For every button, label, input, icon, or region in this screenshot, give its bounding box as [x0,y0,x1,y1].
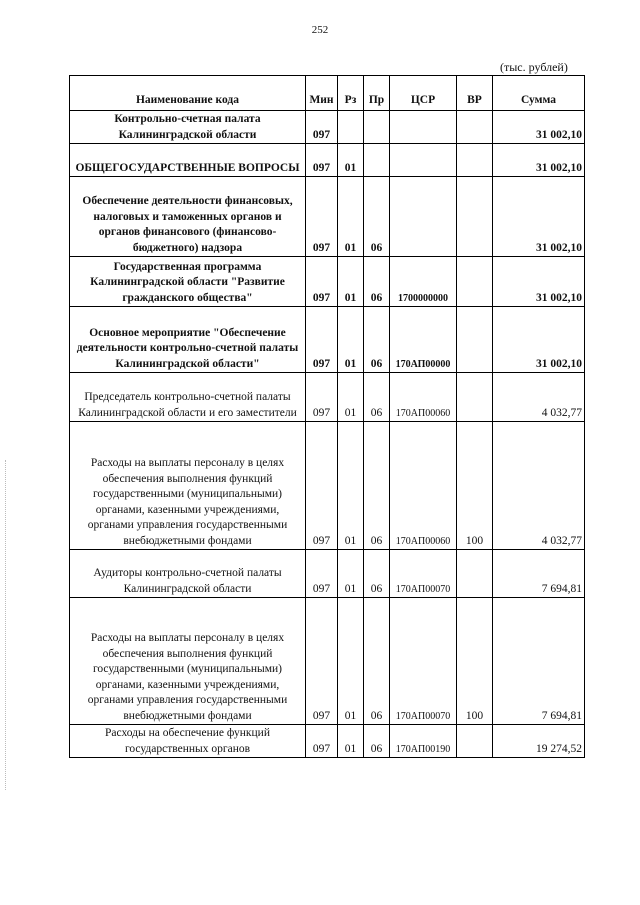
row-pr: 06 [364,598,390,725]
row-vr [457,144,493,177]
header-sum: Сумма [493,76,585,111]
row-pr: 06 [364,550,390,598]
row-csr [390,111,457,144]
table-row [70,550,585,598]
table-row [70,257,585,307]
row-pr: 06 [364,422,390,550]
row-rz: 01 [338,422,364,550]
row-csr: 170АП00060 [390,422,457,550]
header-csr: ЦСР [390,76,457,111]
row-pr [364,144,390,177]
row-min: 097 [306,373,338,422]
row-sum: 31 002,10 [493,177,585,257]
table-row [70,307,585,373]
row-vr [457,373,493,422]
row-min: 097 [306,111,338,144]
row-name: ОБЩЕГОСУДАРСТВЕННЫЕ ВОПРОСЫ [70,144,306,177]
row-vr [457,307,493,373]
table-row [70,598,585,725]
table-header-row [70,76,585,111]
header-min: Мин [306,76,338,111]
row-min: 097 [306,550,338,598]
page-number: 252 [311,24,329,36]
row-name: Обеспечение деятельности финансовых, налоговых и таможенных органов и органов финансового (финансово-бюджетного) надзора [70,177,306,257]
row-name: Расходы на обеспечение функций государственных органов [70,725,306,758]
header-rz: Рз [338,76,364,111]
table-row [70,144,585,177]
header-vr: ВР [457,76,493,111]
row-name: Председатель контрольно-счетной палаты Калининградской области и его заместители [70,373,306,422]
row-min: 097 [306,177,338,257]
scan-artifact [5,460,7,790]
row-vr [457,111,493,144]
row-min: 097 [306,598,338,725]
row-vr [457,725,493,758]
row-min: 097 [306,725,338,758]
table-row [70,373,585,422]
row-sum: 4 032,77 [493,422,585,550]
row-csr: 170АП00070 [390,550,457,598]
row-vr [457,177,493,257]
row-sum: 7 694,81 [493,598,585,725]
row-vr: 100 [457,422,493,550]
units-label: (тыс. рублей) [500,60,568,74]
row-sum: 19 274,52 [493,725,585,758]
row-csr [390,177,457,257]
header-pr: Пр [364,76,390,111]
table-row [70,111,585,144]
row-name: Контрольно-счетная палата Калининградской области [70,111,306,144]
row-csr: 1700000000 [390,257,457,307]
row-pr: 06 [364,307,390,373]
row-rz: 01 [338,598,364,725]
row-vr [457,550,493,598]
row-pr [364,111,390,144]
table-row [70,422,585,550]
table-row [70,725,585,758]
row-csr: 170АП00060 [390,373,457,422]
row-sum: 4 032,77 [493,373,585,422]
row-min: 097 [306,307,338,373]
row-pr: 06 [364,257,390,307]
row-min: 097 [306,144,338,177]
row-rz: 01 [338,550,364,598]
row-rz [338,111,364,144]
row-sum: 31 002,10 [493,144,585,177]
row-sum: 31 002,10 [493,111,585,144]
row-sum: 31 002,10 [493,257,585,307]
row-name: Расходы на выплаты персоналу в целях обеспечения выполнения функций государственными (муниципальными) органами, казенными учреждениями, органами управления государственными внебюджетными фондами [70,422,306,550]
row-name: Основное мероприятие "Обеспечение деятельности контрольно-счетной палаты Калининградской области" [70,307,306,373]
row-pr: 06 [364,177,390,257]
row-min: 097 [306,257,338,307]
row-rz: 01 [338,257,364,307]
row-vr: 100 [457,598,493,725]
row-sum: 31 002,10 [493,307,585,373]
row-name: Расходы на выплаты персоналу в целях обеспечения выполнения функций государственными (муниципальными) органами, казенными учреждениями, органами управления государственными внебюджетными фондами [70,598,306,725]
row-rz: 01 [338,307,364,373]
row-rz: 01 [338,177,364,257]
row-pr: 06 [364,725,390,758]
budget-table [69,75,585,758]
row-csr: 170АП00190 [390,725,457,758]
row-min: 097 [306,422,338,550]
table-row [70,177,585,257]
row-rz: 01 [338,373,364,422]
row-pr: 06 [364,373,390,422]
header-name: Наименование кода [70,76,306,111]
row-csr: 170АП00000 [390,307,457,373]
row-csr [390,144,457,177]
row-sum: 7 694,81 [493,550,585,598]
row-name: Аудиторы контрольно-счетной палаты Калининградской области [70,550,306,598]
row-csr: 170АП00070 [390,598,457,725]
row-name: Государственная программа Калининградской области "Развитие гражданского общества" [70,257,306,307]
row-vr [457,257,493,307]
row-rz: 01 [338,725,364,758]
row-rz: 01 [338,144,364,177]
